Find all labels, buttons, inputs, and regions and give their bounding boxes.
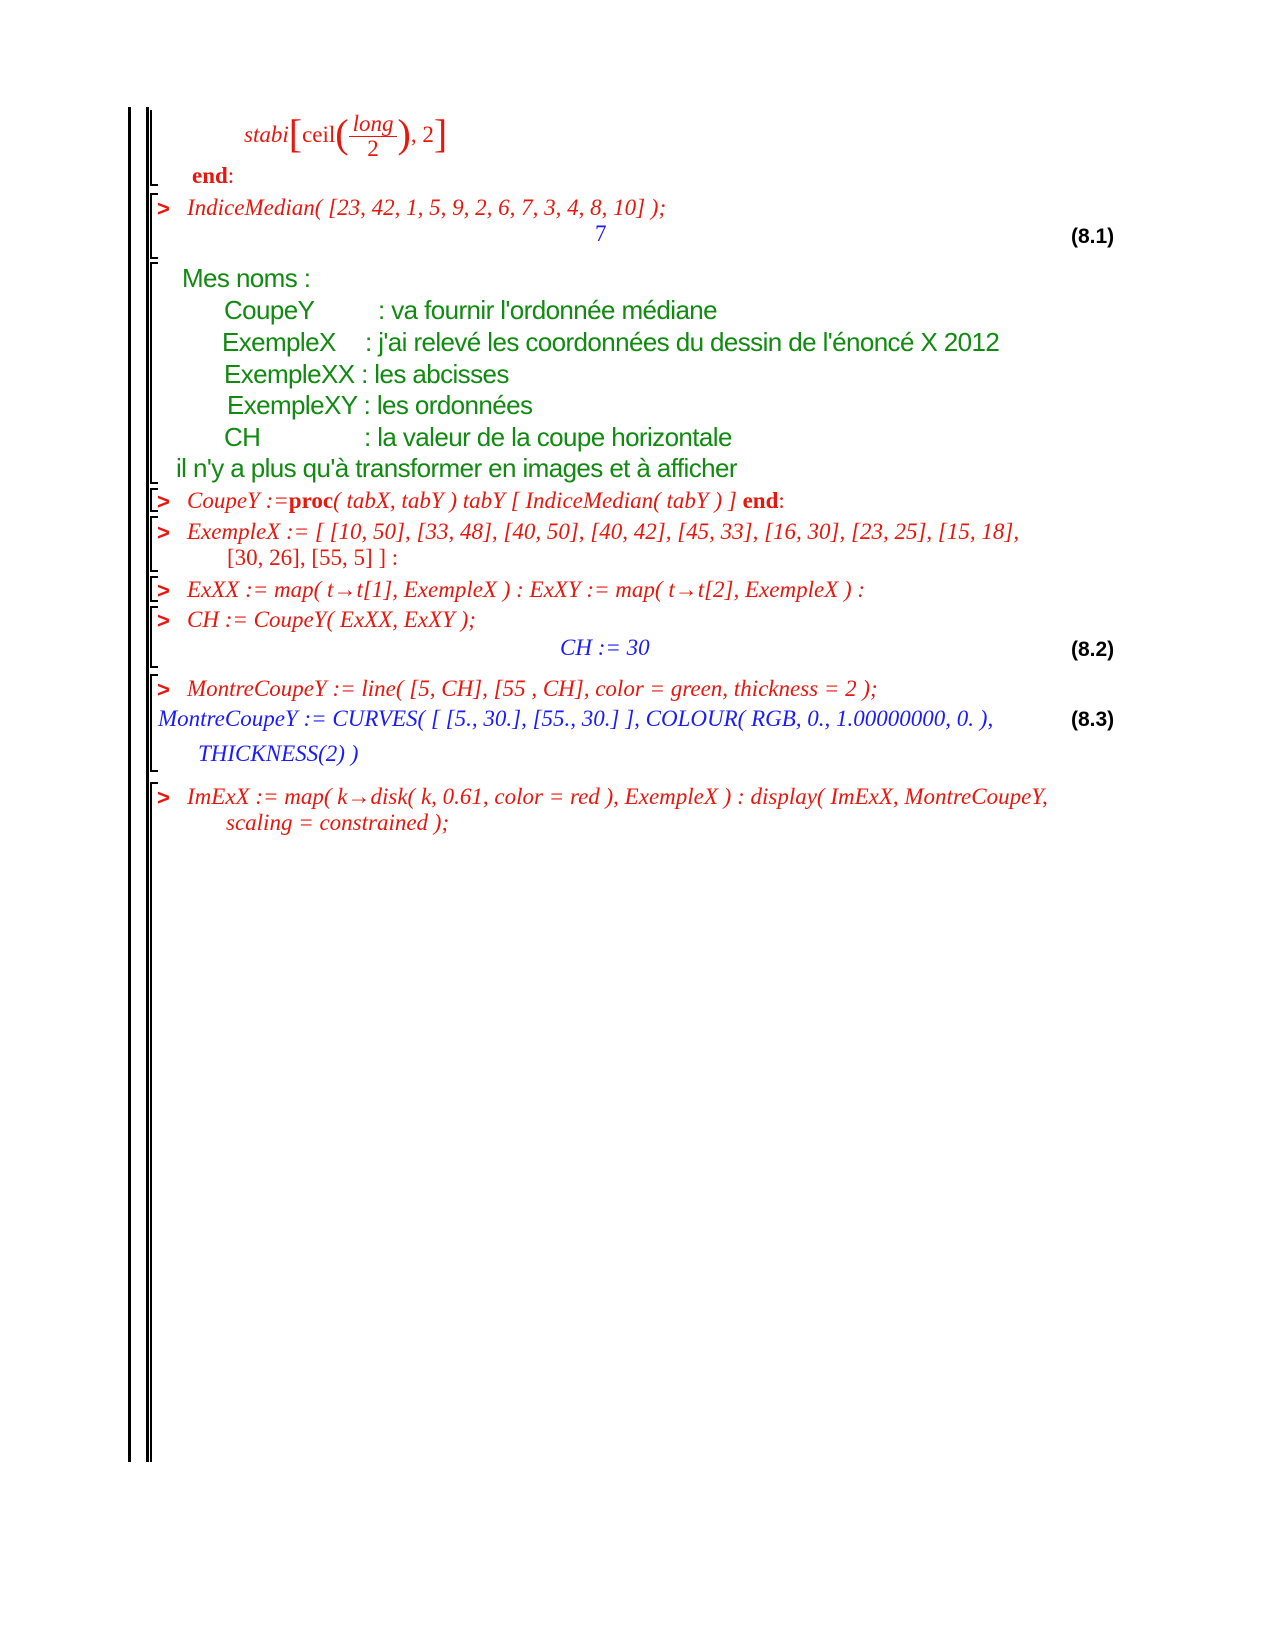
text-coupey-desc: : va fournir l'ordonnée médiane	[378, 295, 718, 325]
cell-6-bracket	[150, 674, 152, 772]
cell-2-bracket	[150, 488, 152, 512]
section-margin-line-inner	[146, 107, 149, 1462]
cell-5-input[interactable]: CH := CoupeY( ExXX, ExXY );	[187, 607, 476, 632]
long-over-2-fraction: $\frac{\text{long}}{2}$	[349, 112, 398, 161]
cell-6-eqnum: (8.3)	[1071, 708, 1115, 731]
cell-3-input-line1[interactable]: ExempleX := [ [10, 50], [33, 48], [40, 50], [40, 42], [45, 33], [16, 30], [23, 25], [15, 18],	[187, 519, 1020, 544]
cell-1-input[interactable]: IndiceMedian( [23, 42, 1, 5, 9, 2, 6, 7, 3, 4, 8, 10] );	[187, 195, 667, 220]
cell-1-prompt: >	[157, 196, 170, 221]
text-block-bracket	[150, 262, 152, 484]
stabi-fn: stabi	[244, 122, 289, 147]
cell-3-prompt: >	[157, 520, 170, 545]
cell-2-prompt: >	[157, 489, 170, 514]
text-coupey-name: CoupeY	[224, 295, 315, 325]
cell-5-eqnum: (8.2)	[1071, 638, 1115, 661]
cell-4-prompt: >	[157, 578, 170, 603]
proc-tail-bracket	[150, 110, 152, 186]
cell-1-bracket	[150, 193, 152, 259]
cell-5-prompt: >	[157, 608, 170, 633]
stabi-line: stabi[ceil( $\frac{\text{long}}{2}$ ), 2]	[244, 110, 448, 162]
text-ch-name: CH	[224, 422, 261, 452]
cell-3-input-line2[interactable]: [30, 26], [55, 5] ] :	[227, 545, 399, 570]
cell-1-eqnum: (8.1)	[1071, 225, 1115, 248]
end-keyword: end	[192, 163, 228, 188]
text-footer: il n'y a plus qu'à transformer en images et à afficher	[176, 453, 737, 483]
cell-2-input[interactable]: CoupeY :=proc( tabX, tabY ) tabY [ IndiceMedian( tabY ) ] end:	[187, 488, 785, 513]
cell-6-output-line2: THICKNESS(2) )	[198, 741, 359, 766]
text-exemplex-name: ExempleX	[222, 327, 336, 357]
end-keyword-line: end:	[192, 163, 235, 188]
cell-5-output: CH := 30	[560, 635, 650, 660]
text-exemplexy: ExempleXY : les ordonnées	[227, 390, 533, 420]
text-exemplex-desc: : j'ai relevé les coordonnées du dessin de l'énoncé X 2012	[365, 327, 1000, 357]
cell-6-input[interactable]: MontreCoupeY := line( [5, CH], [55 , CH], color = green, thickness = 2 );	[187, 676, 878, 701]
cell-5-bracket	[150, 606, 152, 668]
cell-4-input[interactable]: ExXX := map( t→t[1], ExempleX ) : ExXY := map( t→t[2], ExempleX ) :	[187, 577, 866, 602]
text-exemplexx: ExempleXX : les abcisses	[224, 359, 509, 389]
text-ch-desc: : la valeur de la coupe horizontale	[364, 422, 732, 452]
cell-6-prompt: >	[157, 677, 170, 702]
cell-1-output: 7	[595, 221, 607, 246]
section-margin-line-outer	[128, 107, 131, 1462]
cell-7-input-line1[interactable]: ImExX := map( k→disk( k, 0.61, color = red ), ExempleX ) : display( ImExX, MontreCoupeY,	[187, 784, 1048, 809]
end-keyword: end	[742, 488, 779, 513]
cell-7-input-line2[interactable]: scaling = constrained );	[226, 810, 450, 835]
cell-6-output-line1: MontreCoupeY := CURVES( [ [5., 30.], [55., 30.] ], COLOUR( RGB, 0., 1.00000000, 0. ),	[158, 706, 994, 731]
cell-4-bracket	[150, 576, 152, 602]
ceil-fn: ceil	[302, 122, 336, 147]
cell-3-bracket	[150, 516, 152, 572]
proc-keyword: proc	[288, 488, 334, 513]
text-heading: Mes noms :	[182, 263, 311, 293]
cell-7-prompt: >	[157, 785, 170, 810]
cell-7-bracket	[150, 782, 152, 1462]
